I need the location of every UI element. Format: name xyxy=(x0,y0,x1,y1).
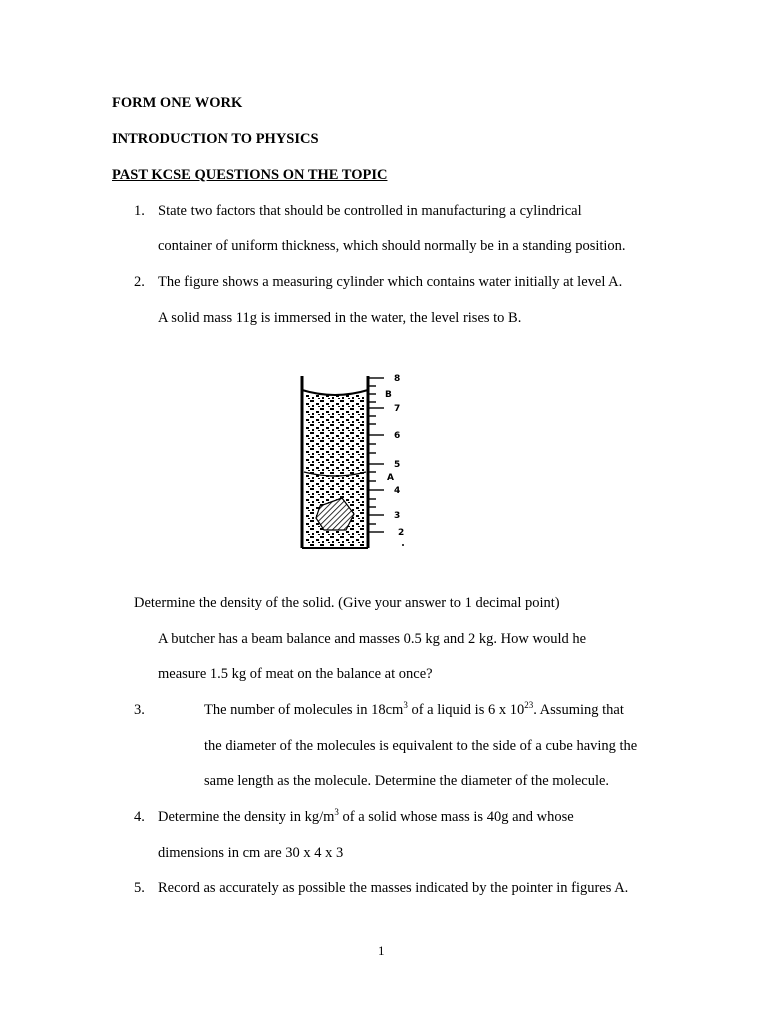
q3-line-1: The number of molecules in $18cm^3$ of a liquid is 6 x $10^{23}$. Assuming that xyxy=(204,700,624,718)
q2-line-2: A solid mass 11g is immersed in the water, the level rises to B. xyxy=(158,310,522,326)
scale-label-6: 6 xyxy=(394,431,401,441)
heading-form: FORM ONE WORK xyxy=(112,95,243,111)
q5-number: 5. xyxy=(134,880,145,896)
q1-line-1: State two factors that should be controlled in manufacturing a cylindrical xyxy=(158,203,582,219)
q4-line-1: Determine the density in $kg/m^3$ of a solid whose mass is 40g and whose xyxy=(158,807,574,825)
q2-density-prompt: Determine the density of the solid. (Give your answer to 1 decimal point) xyxy=(134,595,560,611)
q2-butcher-line-2: measure 1.5 kg of meat on the balance at once? xyxy=(158,666,433,682)
q3-number: 3. xyxy=(134,702,145,718)
scale-label-2: 2 xyxy=(398,528,405,538)
measuring-cylinder-figure xyxy=(290,368,422,554)
q1-line-2: container of uniform thickness, which should normally be in a standing position. xyxy=(158,238,626,254)
q1-number: 1. xyxy=(134,203,145,219)
heading-past-questions: PAST KCSE QUESTIONS ON THE TOPIC xyxy=(112,167,388,183)
scale-label-5: 5 xyxy=(394,460,401,470)
level-label-b: B xyxy=(385,390,392,400)
scale-label-3: 3 xyxy=(394,511,401,521)
q2-butcher-line-1: A butcher has a beam balance and masses 0.5 kg and 2 kg. How would he xyxy=(158,631,587,647)
scale-label-4: 4 xyxy=(394,486,401,496)
scale-label-8: 8 xyxy=(394,374,401,384)
scale-label-7: 7 xyxy=(394,404,401,414)
q5-line-1: Record as accurately as possible the masses indicated by the pointer in figures A. xyxy=(158,880,629,896)
level-label-a: A xyxy=(387,473,394,483)
q2-line-1: The figure shows a measuring cylinder which contains water initially at level A. xyxy=(158,274,623,290)
q3-line-2: the diameter of the molecules is equivalent to the side of a cube having the xyxy=(204,738,638,754)
q4-line-2: dimensions in cm are 30 x 4 x 3 xyxy=(158,845,344,861)
q2-number: 2. xyxy=(134,274,145,290)
q3-line-3: same length as the molecule. Determine the diameter of the molecule. xyxy=(204,773,610,789)
q4-number: 4. xyxy=(134,809,145,825)
page-number: 1 xyxy=(378,943,385,958)
heading-topic: INTRODUCTION TO PHYSICS xyxy=(112,131,319,147)
